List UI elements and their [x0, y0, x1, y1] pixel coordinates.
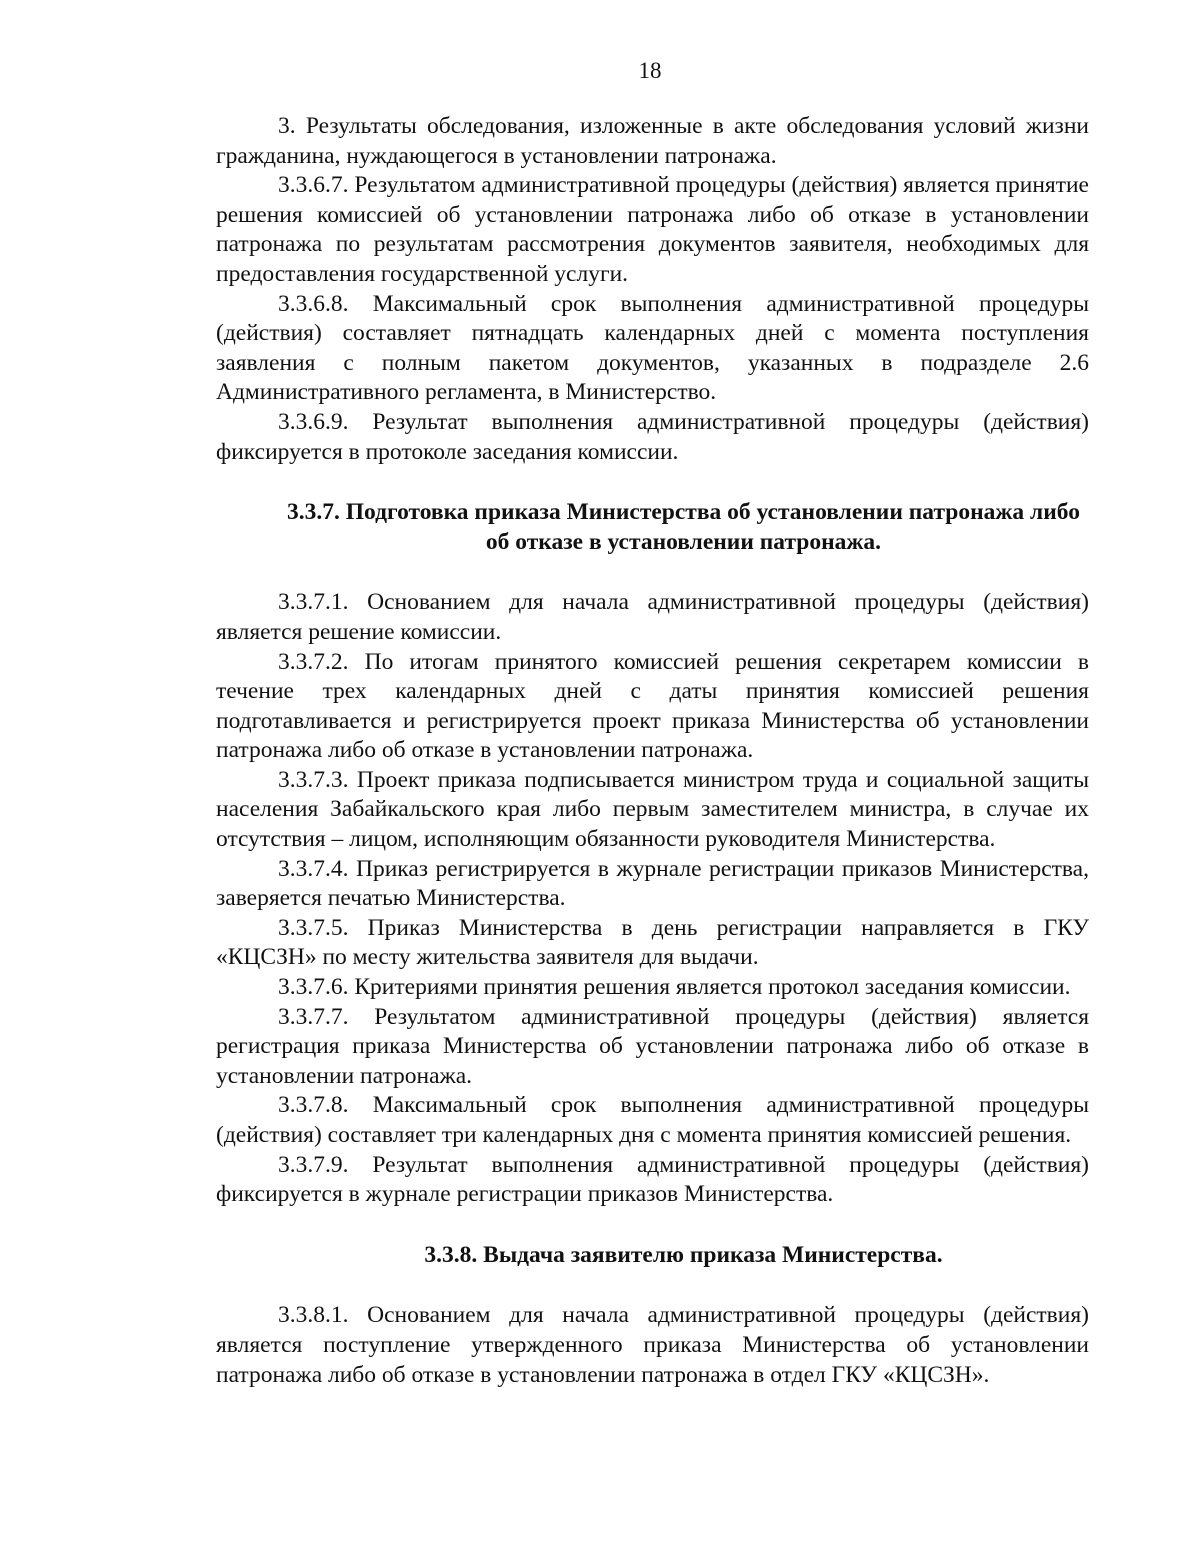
- paragraph: 3.3.7.6. Критериями принятия решения является протокол заседания комиссии.: [278, 974, 1071, 1001]
- paragraph: 3.3.8.1. Основанием для начала административной процедуры (действия) является поступление утвержденного приказа Министерства об установлении патронажа либо об отказе в установлении патронажа в отдел ГКУ «КЦСЗН».: [216, 1302, 1089, 1388]
- document-body: [216, 112, 1089, 1390]
- paragraph: 3.3.7.7. Результатом административной процедуры (действия) является регистрация приказа Министерства об установлении патронажа либо об отказе в установлении патронажа.: [216, 1003, 1089, 1089]
- paragraph: 3.3.6.7. Результатом административной процедуры (действия) является принятие решения комиссией об установлении патронажа либо об отказе в установлении патронажа по результатам рассмотрения документов заявителя, необходимых для предоставления государственной услуги.: [216, 172, 1089, 287]
- section-heading-3-3-8: 3.3.8. Выдача заявителю приказа Министерства.: [424, 1241, 943, 1268]
- paragraph: 3. Результаты обследования, изложенные в акте обследования условий жизни гражданина, нуждающегося в установлении патронажа.: [216, 113, 1089, 169]
- paragraph: 3.3.7.5. Приказ Министерства в день регистрации направляется в ГКУ «КЦСЗН» по месту жительства заявителя для выдачи.: [216, 914, 1089, 971]
- paragraph: 3.3.7.1. Основанием для начала административной процедуры (действия) является решение комиссии.: [216, 589, 1089, 645]
- section-heading-3-3-7: 3.3.7. Подготовка приказа Министерства об установлении патронажа либо об отказе в установлении патронажа.: [287, 499, 1080, 555]
- paragraph: 3.3.7.8. Максимальный срок выполнения административной процедуры (действия) составляет три календарных дня с момента принятия комиссией решения.: [216, 1092, 1089, 1148]
- paragraph: 3.3.7.2. По итогам принятого комиссией решения секретарем комиссии в течение трех календарных дней с даты принятия комиссией решения подготавливается и регистрируется проект приказа Министерства об установлении патронажа либо об отказе в установлении патронажа.: [216, 648, 1089, 764]
- paragraph: 3.3.6.9. Результат выполнения административной процедуры (действия) фиксируется в протоколе заседания комиссии.: [216, 408, 1089, 465]
- paragraph: 3.3.7.4. Приказ регистрируется в журнале регистрации приказов Министерства, заверяется печатью Министерства.: [216, 855, 1089, 912]
- paragraph: 3.3.7.3. Проект приказа подписывается министром труда и социальной защиты населения Забайкальского края либо первым заместителем министра, в случае их отсутствия – лицом, исполняющим обязанности руководителя Министерства.: [216, 766, 1089, 853]
- page-number: 18: [638, 58, 662, 83]
- paragraph: 3.3.7.9. Результат выполнения административной процедуры (действия) фиксируется в журнале регистрации приказов Министерства.: [216, 1151, 1089, 1208]
- paragraph: 3.3.6.8. Максимальный срок выполнения административной процедуры (действия) составляет пятнадцать календарных дней с момента поступления заявления с полным пакетом документов, указанных в подразделе 2.6 Административного регламента, в Министерство.: [216, 290, 1089, 406]
